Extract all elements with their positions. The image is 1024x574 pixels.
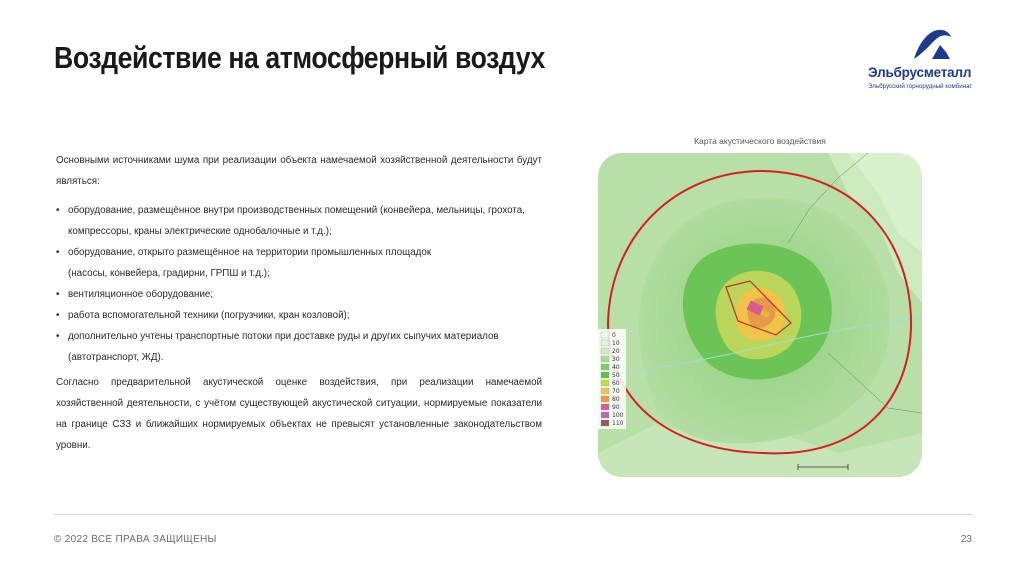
bullet-line: оборудование, открыто размещённое на территории промышленных площадок	[68, 247, 432, 258]
legend-label: 90	[612, 404, 620, 411]
bullet-line: (насосы, конвейера, градирни, ГРПШ и т.д.);	[68, 268, 270, 279]
legend-label: 110	[612, 420, 624, 427]
bullet-line: дополнительно учтены транспортные потоки при доставке руды и других сыпучих материалов	[68, 331, 499, 342]
acoustic-map-image	[598, 153, 922, 477]
map-legend	[598, 329, 626, 429]
list-item	[56, 305, 542, 326]
company-logo	[868, 28, 996, 98]
intro-paragraph: Основными источниками шума при реализации объекта намечаемой хозяйственной деятельности будут являться:	[56, 155, 542, 187]
list-item	[56, 284, 542, 305]
bullet-line: (автотранспорт, ЖД).	[68, 352, 164, 363]
map-caption: Карта акустического воздействия	[694, 136, 826, 146]
bullet-line: оборудование, размещённое внутри производственных помещений (конвейера, мельницы, грохота,	[68, 205, 525, 216]
acoustic-map	[598, 153, 922, 477]
legend-label: 40	[612, 364, 620, 371]
legend-label: 0	[612, 332, 616, 339]
legend-label: 80	[612, 396, 620, 403]
page-number: 23	[960, 534, 972, 545]
bullet-line: компрессоры, краны электрические однобалочные и т.д.);	[68, 226, 332, 237]
legend-label: 20	[612, 348, 620, 355]
legend-label: 60	[612, 380, 620, 387]
logo-subtitle: Эльбрусский горнорудный комбинат	[868, 83, 973, 90]
mountain-logo-icon	[912, 28, 952, 60]
conclusion-paragraph: Согласно предварительной акустической оценке воздействия, при реализации намечаемой хозяйственной деятельности, с учётом существующей акустической ситуации, нормируемые показатели на границе СЗЗ и ближайших нормируемых объектах не превысят установленные законодательством уровни.	[56, 377, 542, 451]
legend-label: 30	[612, 356, 620, 363]
legend-label: 10	[612, 340, 620, 347]
sources-list	[56, 200, 542, 368]
legend-label: 50	[612, 372, 620, 379]
list-item	[56, 326, 542, 368]
bullet-line: работа вспомогательной техники (погрузчики, кран козловой);	[68, 310, 350, 321]
legend-label: 70	[612, 388, 620, 395]
list-item	[56, 242, 542, 284]
legend-label: 100	[612, 412, 624, 419]
page-title: Воздействие на атмосферный воздух	[54, 40, 545, 75]
bullet-line: вентиляционное оборудование;	[68, 289, 214, 300]
logo-name: Эльбрусметалл	[868, 65, 972, 80]
copyright-text: © 2022 ВСЕ ПРАВА ЗАЩИЩЕНЫ	[54, 534, 217, 545]
list-item	[56, 200, 542, 242]
text-content	[56, 150, 542, 456]
footer-divider	[54, 514, 972, 515]
